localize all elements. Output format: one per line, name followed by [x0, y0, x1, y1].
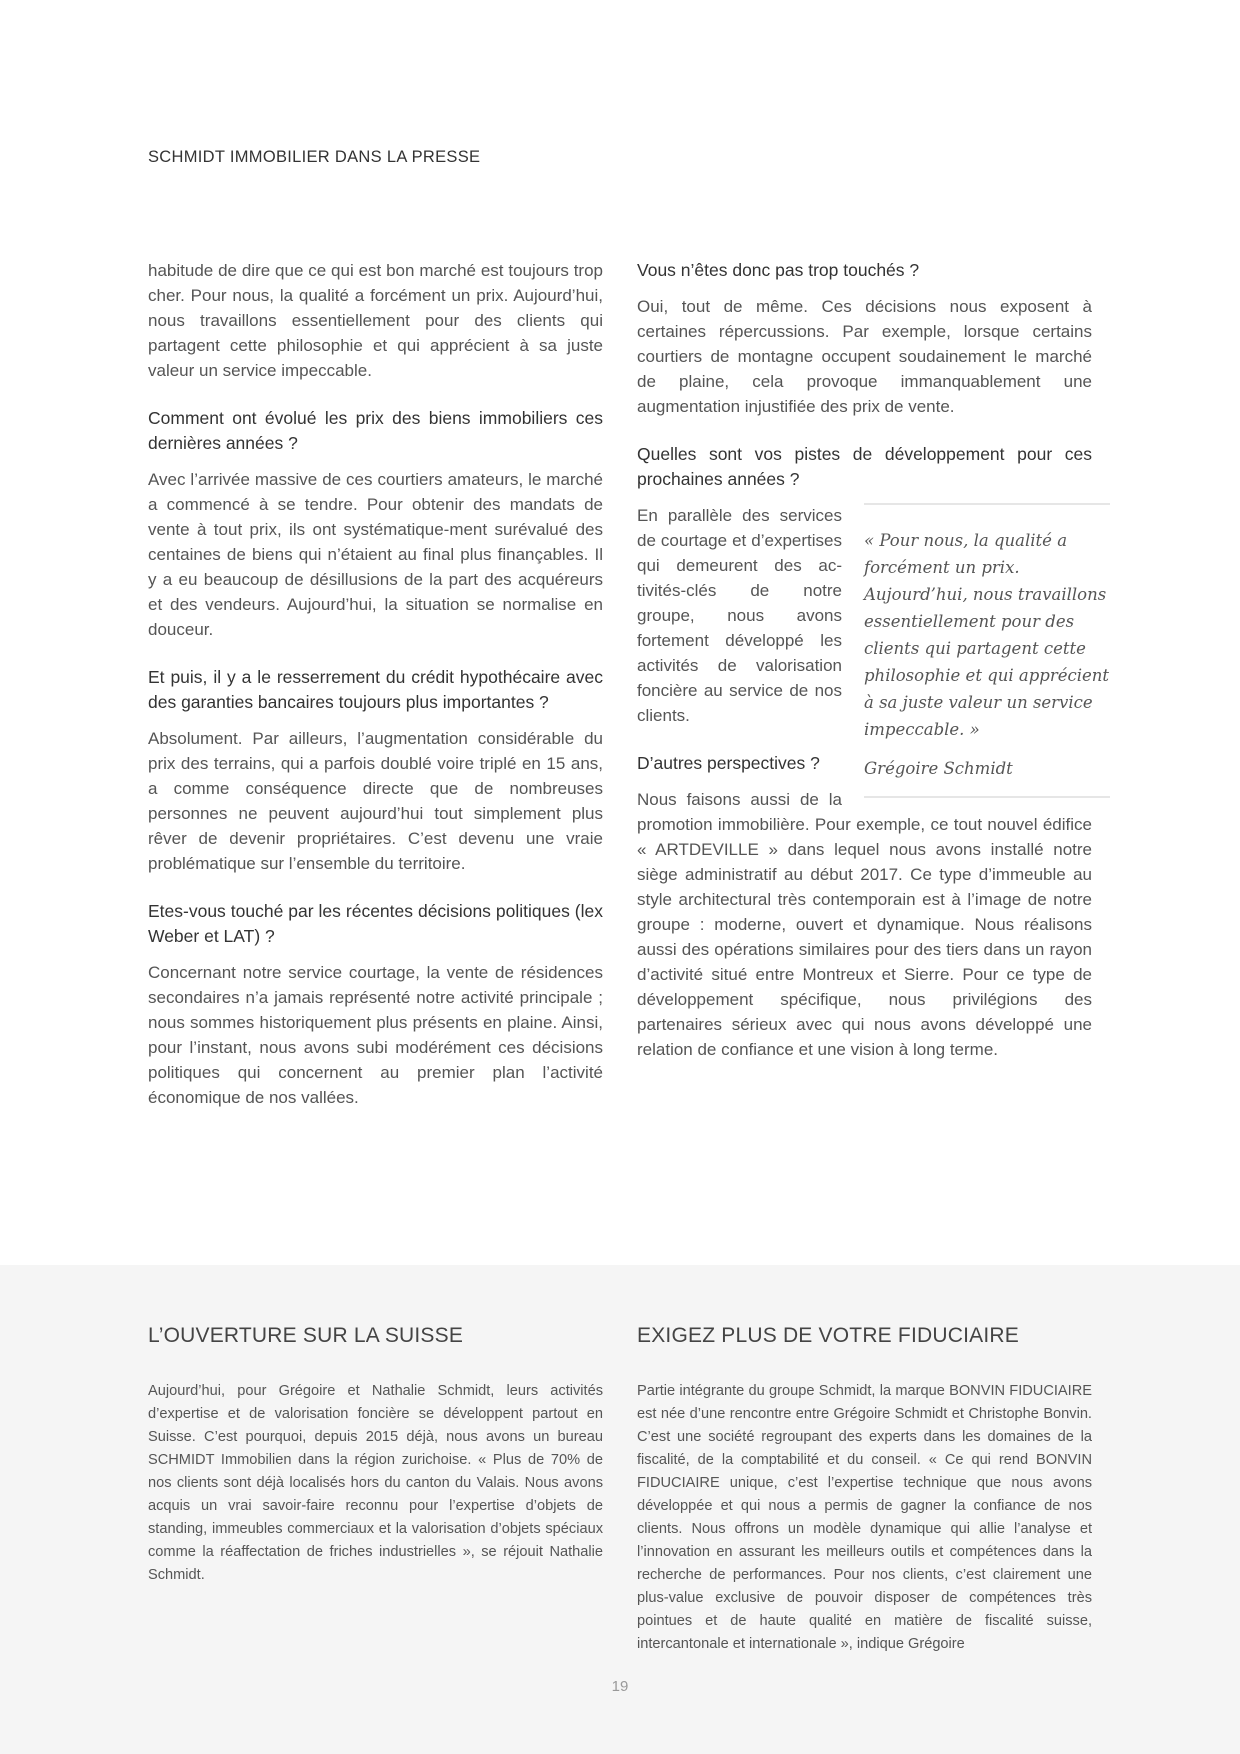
question-heading: Quelles sont vos pistes de développement pour ces prochaines années ? — [637, 444, 1092, 489]
left-column — [148, 258, 603, 1133]
question-heading: D’autres perspectives ? — [637, 753, 820, 773]
paragraph: Avec l’arrivée massive de ces courtiers amateurs, le marché a commencé à se tendre. Pour obtenir des mandats de vente à tout prix, ils ont systématique-ment surévalué des centaines de biens qui n’étaient au final plus finançables. Il y a eu beaucoup de désillusions de la part des acquéreurs et des vendeurs. Aujourd’hui, la situation se normalise en douceur. — [148, 470, 603, 639]
right-column — [637, 258, 1110, 1085]
question-heading: Vous n’êtes donc pas trop touchés ? — [637, 260, 920, 280]
page-number: 19 — [611, 1678, 629, 1695]
pull-quote — [864, 503, 1110, 798]
question-heading: Etes-vous touché par les récentes décisions politiques (lex Weber et LAT) ? — [148, 901, 603, 946]
paragraph: Concernant notre service courtage, la vente de résidences secondaires n’a jamais représenté notre activité principale ; nous sommes historiquement plus présents en plaine. Ainsi, pour l’instant, nous avons subi modérément ces décisions politiques qui concernent au premier plan l’activité économique de nos vallées. — [148, 963, 603, 1107]
running-header: SCHMIDT IMMOBILIER DANS LA PRESSE — [148, 148, 481, 166]
bottom-left-section — [148, 1322, 603, 1587]
section-title: L’OUVERTURE SUR LA SUISSE — [148, 1324, 464, 1347]
section-text: Aujourd’hui, pour Grégoire et Nathalie Schmidt, leurs activités d’expertise et de valorisation foncière se développent partout en Suisse. C’est pourquoi, depuis 2015 déjà, nous avons un bureau SCHMIDT Immobilien dans la région zurichoise. « Plus de 70% de nos clients sont déjà localisés hors du canton du Valais. Nous avons acquis un vrai savoir-faire reconnu pour l’expertise d’objets de standing, immeubles commerciaux et la valorisation d’objets spéciaux comme la réaffectation de friches industrielles », se réjouit Nathalie Schmidt. — [148, 1383, 603, 1583]
paragraph: Absolument. Par ailleurs, l’augmentation considérable du prix des terrains, qui a parfois doublé voire triplé en 15 ans, a comme conséquence directe que de nombreuses personnes ne peuvent aujourd’hui tout simplement plus rêver de devenir propriétaires. C’est devenu une vraie problématique sur l’ensemble du territoire. — [148, 729, 603, 873]
question-heading: Et puis, il y a le resserrement du crédit hypothécaire avec des garanties bancaires toujours plus importantes ? — [148, 667, 603, 712]
quote-author: Grégoire Schmidt — [864, 759, 1013, 778]
paragraph: Nous faisons aussi de la promotion immobilière. Pour exemple, ce tout nouvel édifice « ARTDEVILLE » dans lequel nous avons installé notre siège administratif au début 2017. Ce type d’immeuble au style architectural très contemporain est à l’image de notre groupe : moderne, ouvert et dynamique. Nous réalisons aussi des opérations similaires pour des tiers dans un rayon d’activité situé entre Montreux et Sierre. Pour ce type de développement spécifique, nous privilégions des partenaires sérieux avec qui nous avons développé une relation de confiance et une vision à long terme. — [637, 790, 1092, 1059]
question-heading: Comment ont évolué les prix des biens immobiliers ces dernières années ? — [148, 408, 603, 453]
paragraph: habitude de dire que ce qui est bon marché est toujours trop cher. Pour nous, la qualité a forcément un prix. Aujourd’hui, nous travaillons essentiellement pour des clients qui partagent cette philosophie et qui apprécient à sa juste valeur un service impeccable. — [148, 261, 603, 380]
bottom-right-section — [637, 1322, 1092, 1656]
section-text: Partie intégrante du groupe Schmidt, la marque BONVIN FIDUCIAIRE est née d’une rencontre entre Grégoire Schmidt et Christophe Bonvin. C’est une société regroupant des experts dans les domaines de la fiscalité, de la comptabilité et du conseil. « Ce qui rend BONVIN FIDUCIAIRE unique, c’est l’expertise technique que nous avons développée et qui nous a permis de gagner la confiance de nos clients. Nous offrons un modèle dynamique qui allie l’analyse et l’innovation en assurant les meilleurs outils et compétences dans la recherche de performances. Pour nos clients, c’est clairement une plus-value exclusive de pouvoir disposer de compétences très pointues et de haute qualité en matière de fiscalité suisse, intercantonale et internationale », indique Grégoire — [637, 1383, 1092, 1652]
quote-text: « Pour nous, la qualité a forcément un prix. Aujourd’hui, nous travaillons essentiellement pour des clients qui partagent cette philosophie et qui apprécient à sa juste valeur un service impeccable. » — [864, 531, 1110, 739]
paragraph: Oui, tout de même. Ces décisions nous exposent à certaines répercussions. Par exemple, lorsque certains courtiers de montagne occupent soudainement le marché de plaine, cela provoque immanquablement une augmentation injustifiée des prix de vente. — [637, 297, 1092, 416]
paragraph: En parallèle des services de courtage et d’expertises qui demeurent des ac-tivités-clés de notre groupe, nous avons fortement développé les activités de valorisation foncière au service de nos clients. — [637, 506, 842, 725]
section-title: EXIGEZ PLUS DE VOTRE FIDUCIAIRE — [637, 1324, 1019, 1347]
